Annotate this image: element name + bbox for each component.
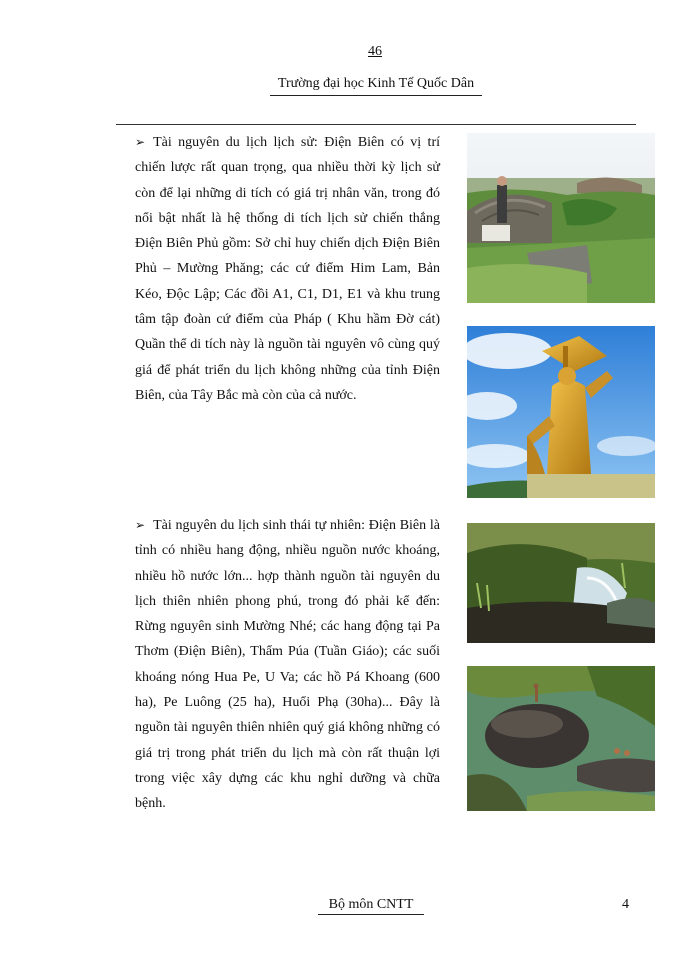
footer-department: Bộ môn CNTT — [318, 897, 424, 915]
paragraph-ecological — [135, 513, 440, 817]
monument-photo — [467, 326, 655, 498]
footer-page-number: 4 — [622, 897, 629, 912]
bunker-photo — [467, 133, 655, 303]
paragraph-ecological-text: Tài nguyên du lịch sinh thái tự nhiên: Điện Biên là tỉnh có nhiều hang động, nhiều nguồn nước khoáng, nhiều hồ nước lớn... hợp thành nguồn tài nguyên du lịch thiên nhiên phong phú, trong đó phải kể đến: Rừng nguyên sinh Mường Nhé; các hang động tại Pa Thơm (Điện Biên), Thẩm Púa (Tuần Giáo); các suối khoáng nóng Hua Pe, U Va; các hồ Pá Khoang (600 ha), Pe Luông (25 ha), Huổi Phạ (30ha)... Đây là nguồn tài nguyên thiên nhiên quý giá không những có giá trị trong phát triển du lịch mà còn rất thuận lợi trong việc xây dựng các khu nghỉ dưỡng và chữa bệnh. — [135, 518, 440, 812]
header-rule — [116, 124, 636, 125]
arrow-bullet-icon: ➢ — [135, 135, 146, 149]
paragraph-historical-text: Tài nguyên du lịch lịch sử: Điện Biên có vị trí chiến lược rất quan trọng, qua nhiều thời kỳ lịch sử còn để lại những di tích có giá trị nhân văn, trong đó nổi bật nhất là hệ thống di tích lịch sử chiến thắng Điện Biên Phủ gồm: Sở chỉ huy chiến dịch Điện Biên Phủ – Mường Phăng; các cứ điểm Him Lam, Bản Kéo, Độc Lập; Các đồi A1, C1, D1, E1 và khu trung tâm tập đoàn cứ điểm của Pháp ( Khu hầm Đờ cát) Quần thể di tích này là nguồn tài nguyên vô cùng quý giá để phát triển du lịch không những của tỉnh Điện Biên, của Tây Bắc mà còn của cả nước. — [135, 135, 440, 403]
stream-rock-photo — [467, 666, 655, 811]
paragraph-historical — [135, 130, 440, 408]
arrow-bullet-icon: ➢ — [135, 518, 146, 532]
header-title: Trường đại học Kinh Tế Quốc Dân — [270, 76, 482, 96]
page-number-top: 46 — [368, 44, 382, 59]
waterfall-photo — [467, 523, 655, 643]
